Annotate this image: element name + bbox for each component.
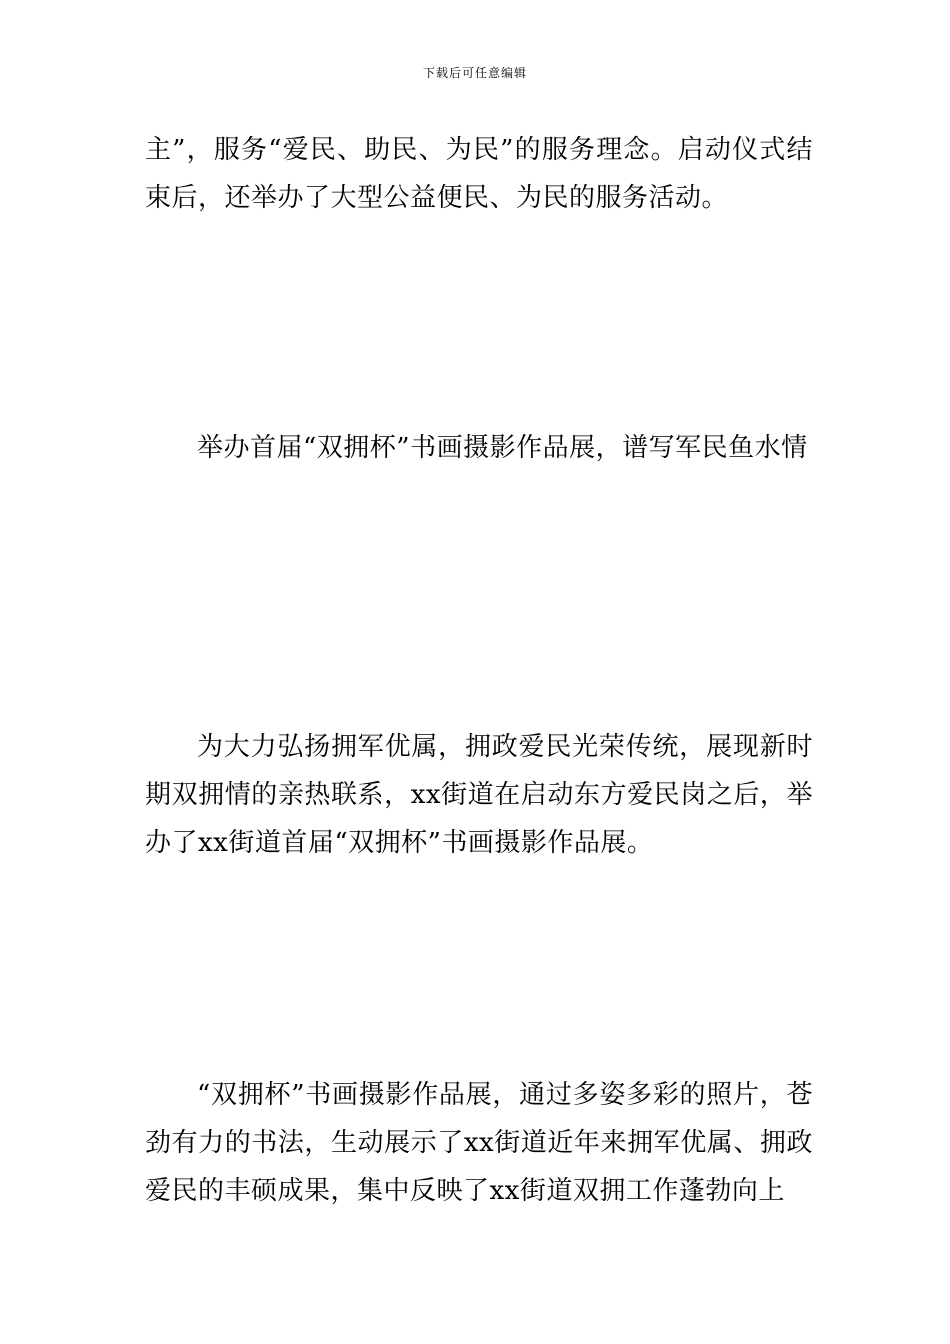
page-header: 下载后可任意编辑 — [422, 66, 527, 80]
paragraph-exhibition-intro: 为大力弘扬拥军优属，拥政爱民光荣传统，展现新时期双拥情的亲热联系，xx街道在启动东方爱民岗之后，举办了xx街道首届“双拥杯”书画摄影作品展。 — [145, 732, 813, 858]
paragraph-continuation: 主”，服务“爱民、助民、为民”的服务理念。启动仪式结束后，还举办了大型公益便民、为民的服务活动。 — [145, 135, 813, 213]
section-heading: 举办首届“双拥杯”书画摄影作品展，谱写军民鱼水情 — [197, 433, 808, 463]
paragraph-exhibition-detail: “双拥杯”书画摄影作品展，通过多姿多彩的照片，苍劲有力的书法，生动展示了xx街道近年来拥军优属、拥政爱民的丰硕成果，集中反映了xx街道双拥工作蓬勃向上 — [145, 1080, 813, 1206]
